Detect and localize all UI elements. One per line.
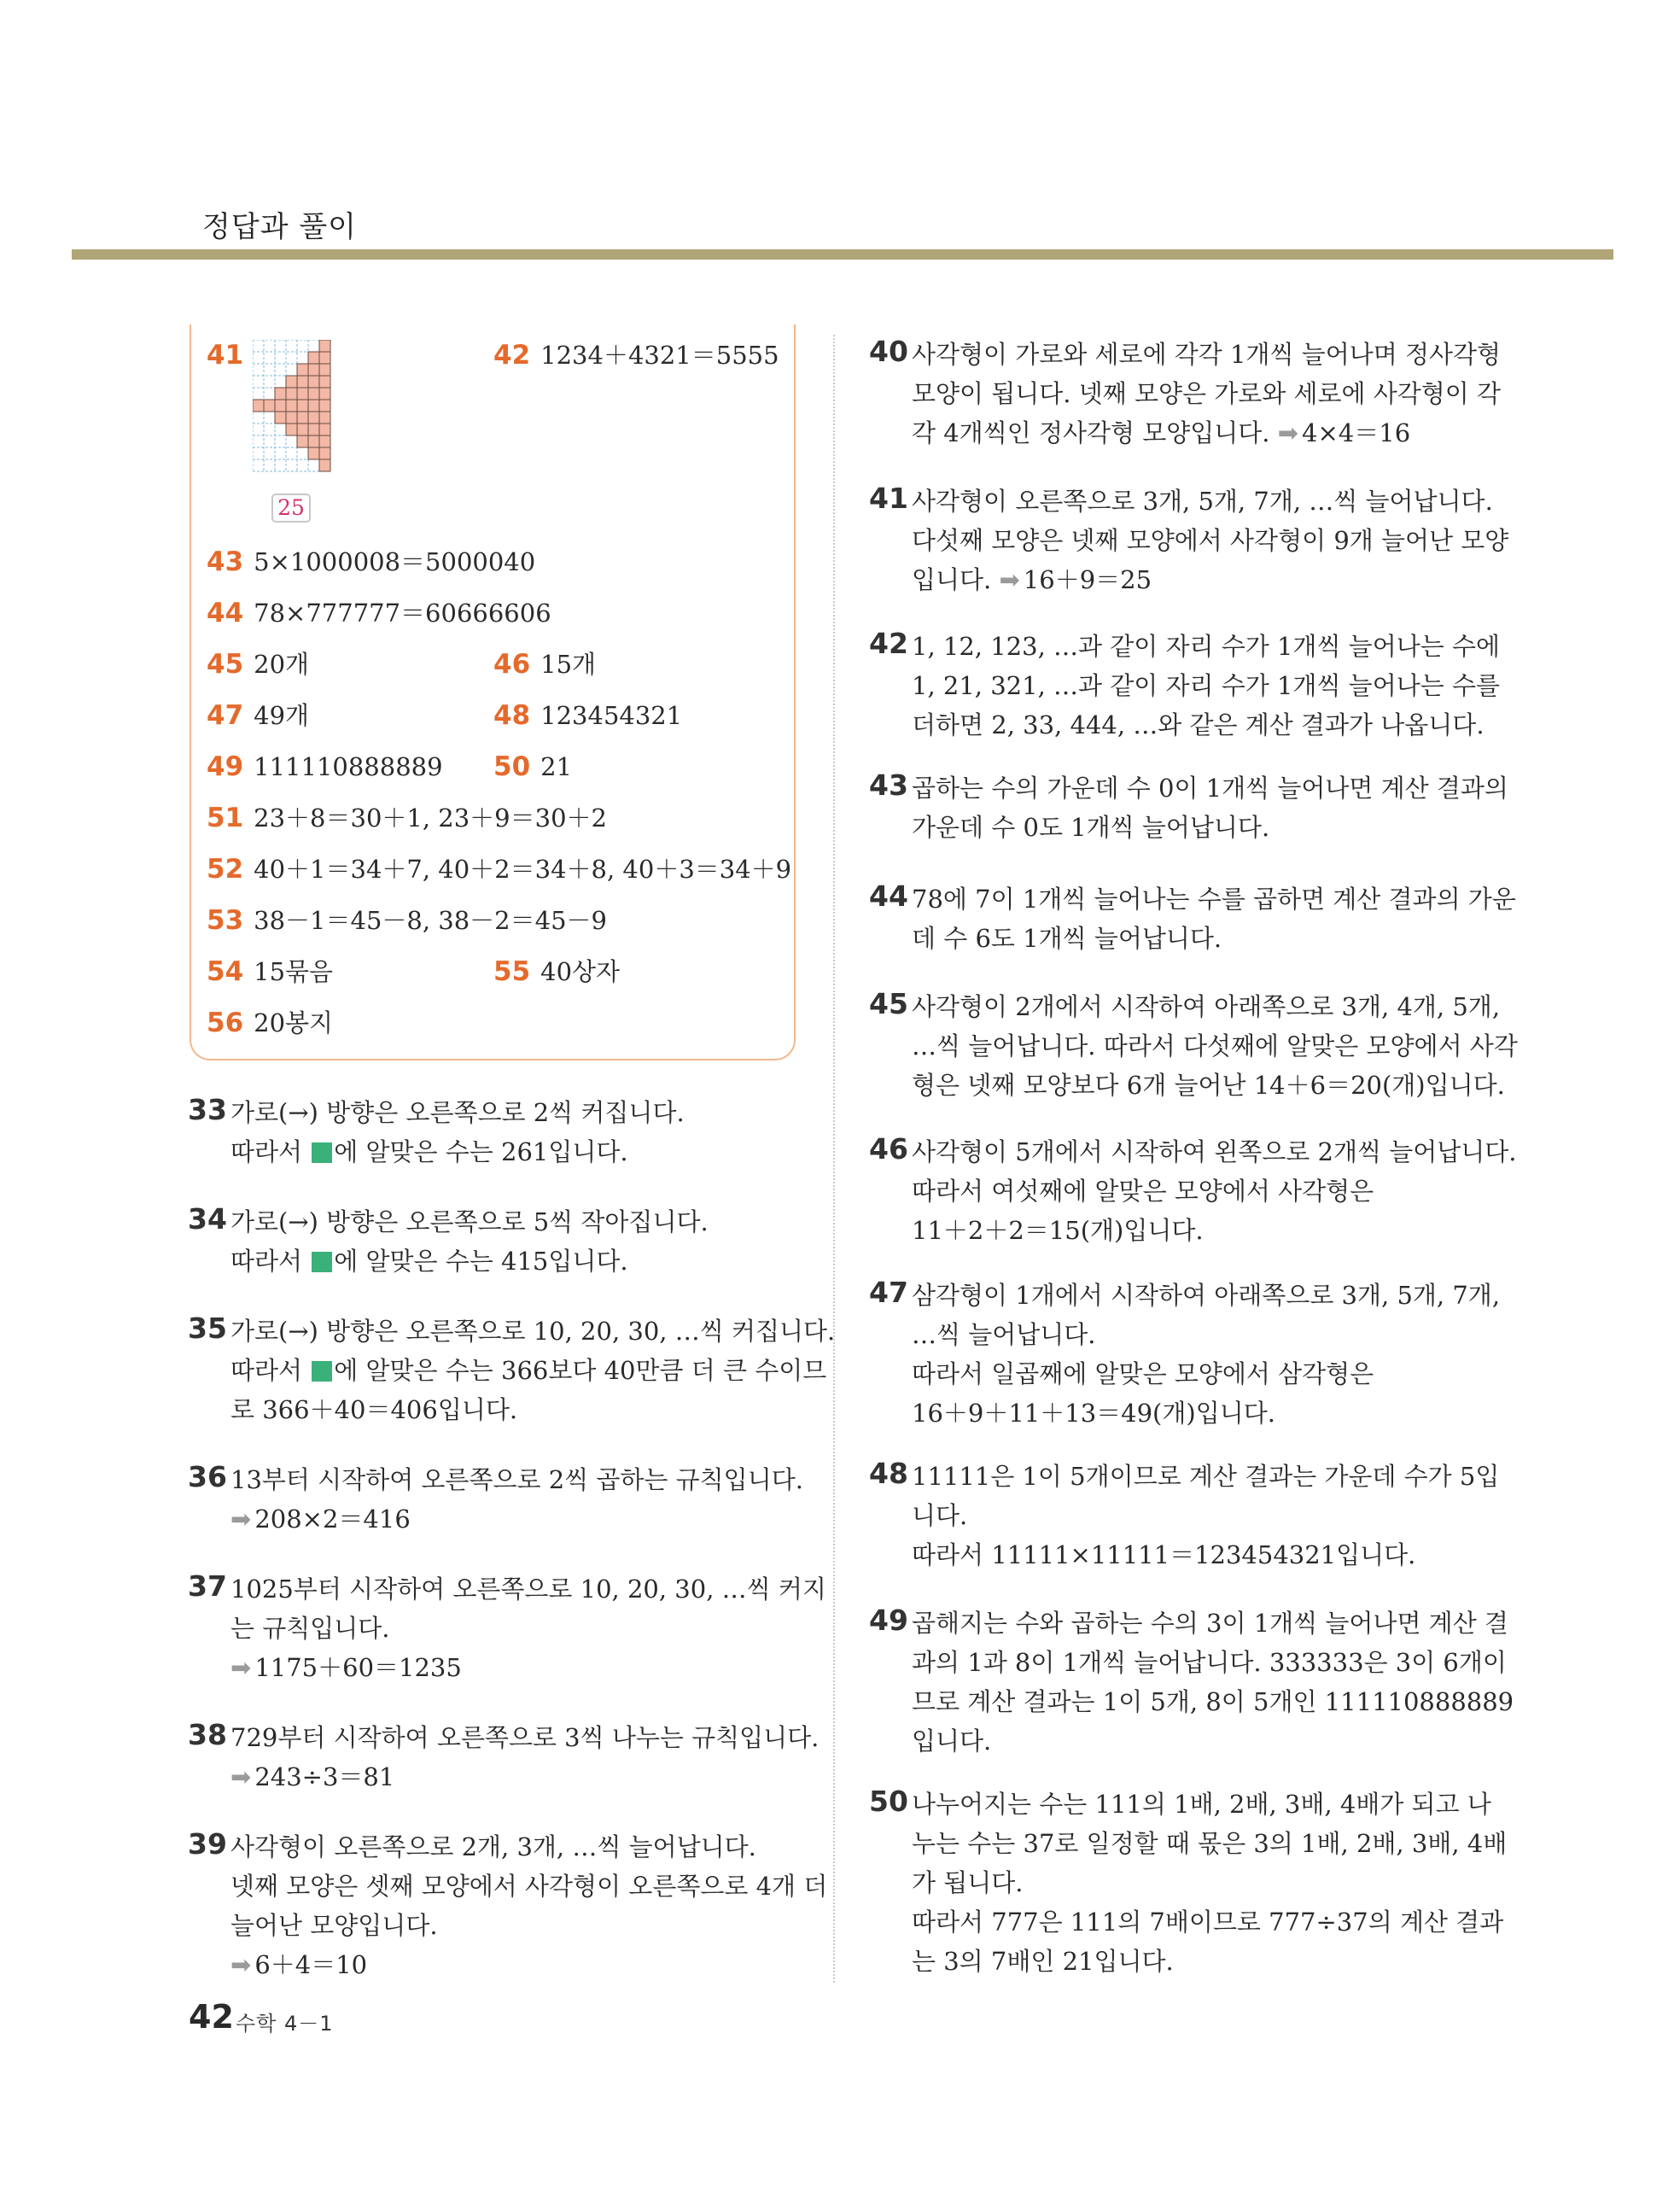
solution-49: 49 곱해지는 수와 곱하는 수의 3이 1개씩 늘어나면 계산 결 과의 1과 8이 1개씩 늘어납니다. 333333은 3이 6개이 므로 계산 결과는 1이 5개, 8이 5개인 111110888889 입니다.	[869, 1604, 1514, 1756]
answer-41: 41	[207, 340, 244, 371]
answer-46: 46 15개	[493, 649, 597, 680]
arrow-right-icon: ➡	[230, 1653, 252, 1682]
solution-45: 45 사각형이 2개에서 시작하여 아래쪽으로 3개, 4개, 5개, …씩 늘어납니다. 따라서 다섯째에 알맞은 모양에서 사각 형은 넷째 모양보다 6개 늘어난 14＋6＝20(개)입니다.	[869, 987, 1518, 1100]
solution-50: 50 나누어지는 수는 111의 1배, 2배, 3배, 4배가 되고 나 누는 수는 37로 일정할 때 몫은 3의 1배, 2배, 3배, 4배 가 됩니다. 따라서 777은 111의 7배이므로 777÷37의 계산 결과 는 3의 7배인 21입니다.	[869, 1785, 1508, 1976]
solution-40: 40 사각형이 가로와 세로에 각각 1개씩 늘어나며 정사각형 모양이 됩니다. 넷째 모양은 가로와 세로에 사각형이 각 각 4개씩인 정사각형 모양입니다. ➡ 4×4＝16	[869, 335, 1502, 447]
solution-43: 43 곱하는 수의 가운데 수 0이 1개씩 늘어나면 계산 결과의 가운데 수 0도 1개씩 늘어납니다.	[869, 768, 1508, 842]
answer-51: 51 23＋8＝30＋1, 23＋9＝30＋2	[207, 803, 607, 833]
answer-54: 54 15묶음	[207, 956, 334, 987]
answer-56: 56 20봉지	[207, 1008, 334, 1038]
answer-48: 48 123454321	[493, 700, 683, 731]
solution-36: 36 13부터 시작하여 오른쪽으로 2씩 곱하는 규칙입니다. ➡ 208×2＝416	[188, 1460, 803, 1534]
answer-55: 55 40상자	[493, 956, 621, 987]
arrow-right-icon: ➡	[230, 1762, 252, 1791]
page-header-title: 정답과 풀이	[202, 210, 358, 244]
green-square-icon	[312, 1252, 332, 1272]
solution-46: 46 사각형이 5개에서 시작하여 왼쪽으로 2개씩 늘어납니다. 따라서 여섯째에 알맞은 모양에서 사각형은 11＋2＋2＝15(개)입니다.	[869, 1132, 1517, 1245]
answer-53: 53 38－1＝45－8, 38－2＝45－9	[207, 905, 607, 936]
answer-45: 45 20개	[207, 649, 310, 680]
solution-37: 37 1025부터 시작하여 오른쪽으로 10, 20, 30, …씩 커지 는 규칙입니다. ➡ 1175＋60＝1235	[188, 1569, 826, 1682]
arrow-right-icon: ➡	[1277, 418, 1299, 447]
arrow-right-icon: ➡	[230, 1950, 252, 1979]
solution-39: 39 사각형이 오른쪽으로 2개, 3개, …씩 늘어납니다. 넷째 모양은 셋째 모양에서 사각형이 오른쪽으로 4개 더 늘어난 모양입니다. ➡ 6＋4＝10	[188, 1827, 828, 1979]
page-number: 42	[189, 1998, 234, 2036]
column-divider	[833, 335, 835, 1983]
staircase-grid-figure	[253, 340, 341, 475]
answer-43: 43 5×1000008＝5000040	[207, 546, 536, 577]
answer-44: 44 78×777777＝60666606	[207, 598, 551, 628]
arrow-right-icon: ➡	[230, 1504, 252, 1534]
solution-35: 35 가로(→) 방향은 오른쪽으로 10, 20, 30, …씩 커집니다. 따라서 에 알맞은 수는 366보다 40만큼 더 큰 수이므 로 366＋40＝406입니다.	[188, 1312, 836, 1424]
solution-42: 42 1, 12, 123, …과 같이 자리 수가 1개씩 늘어나는 수에 1, 21, 321, …과 같이 자리 수가 1개씩 늘어나는 수를 더하면 2, 33, 444, …와 같은 계산 결과가 나옵니다.	[869, 627, 1500, 739]
book-subject: 수학 4－1	[236, 2012, 334, 2036]
green-square-icon	[312, 1361, 332, 1382]
solution-38: 38 729부터 시작하여 오른쪽으로 3씩 나누는 규칙입니다. ➡ 243÷3＝81	[188, 1718, 820, 1791]
green-square-icon	[312, 1142, 332, 1163]
answer-47: 47 49개	[207, 700, 310, 731]
solution-48: 48 11111은 1이 5개이므로 계산 결과는 가운데 수가 5입 니다. 따라서 11111×11111＝123454321입니다.	[869, 1457, 1500, 1569]
answer-49: 49 111110888889	[207, 751, 443, 782]
solution-41: 41 사각형이 오른쪽으로 3개, 5개, 7개, …씩 늘어납니다. 다섯째 모양은 넷째 모양에서 사각형이 9개 늘어난 모양 입니다. ➡ 16＋9＝25	[869, 482, 1509, 594]
arrow-right-icon: ➡	[999, 565, 1020, 594]
solution-33: 33 가로(→) 방향은 오른쪽으로 2씩 커집니다. 따라서 에 알맞은 수는 261입니다.	[188, 1093, 685, 1166]
figure-count-label: 25	[271, 494, 311, 523]
answer-42: 42 1234＋4321＝5555	[493, 340, 779, 371]
solution-34: 34 가로(→) 방향은 오른쪽으로 5씩 작아집니다. 따라서 에 알맞은 수는 415입니다.	[188, 1202, 709, 1276]
answer-52: 52 40＋1＝34＋7, 40＋2＝34＋8, 40＋3＝34＋9	[207, 854, 792, 885]
solution-47: 47 삼각형이 1개에서 시작하여 아래쪽으로 3개, 5개, 7개, …씩 늘어납니다. 따라서 일곱째에 알맞은 모양에서 삼각형은 16＋9＋11＋13＝49(개)입니다.	[869, 1276, 1501, 1428]
answer-50: 50 21	[493, 751, 573, 782]
header-rule	[72, 249, 1613, 260]
solution-44: 44 78에 7이 1개씩 늘어나는 수를 곱하면 계산 결과의 가운 데 수 6도 1개씩 늘어납니다.	[869, 879, 1516, 953]
